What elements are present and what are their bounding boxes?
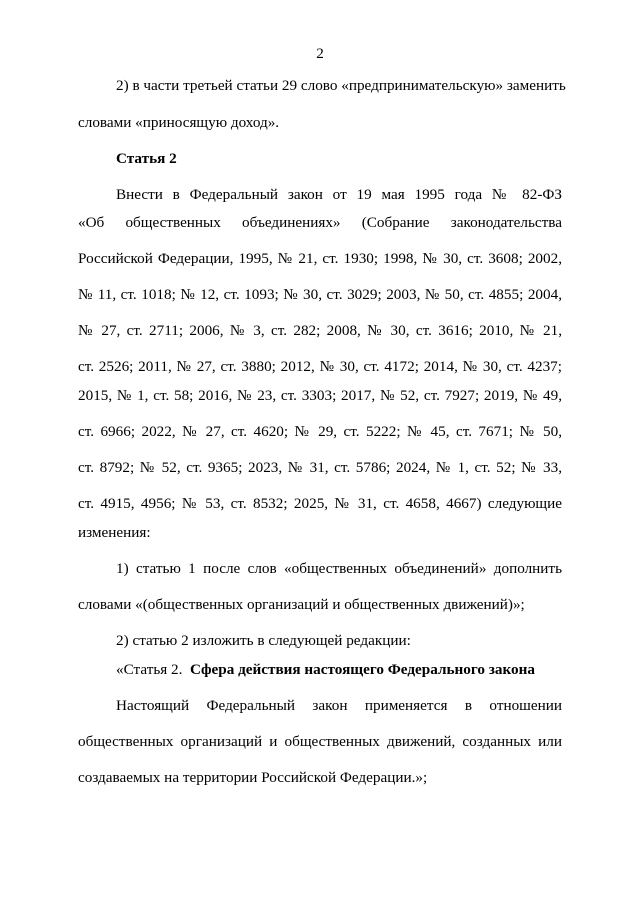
text-line: словами «приносящую доход». [78,114,280,131]
text-line: Российской Федерации, 1995, № 21, ст. 1930; 1998, № 30, ст. 3608; 2002, [78,250,562,267]
text-line: № 11, ст. 1018; № 12, ст. 1093; № 30, ст. 3029; 2003, № 50, ст. 4855; 2004, [78,286,562,303]
text-line: № 27, ст. 2711; 2006, № 3, ст. 282; 2008, № 30, ст. 3616; 2010, № 21, [78,322,562,339]
text-line: Настоящий Федеральный закон применяется в отношении [116,697,562,714]
article-2-title: Сфера действия настоящего Федерального закона [190,661,535,678]
text-line: создаваемых на территории Российской Федерации.»; [78,769,428,786]
article-2-label: «Статья 2. [116,661,183,678]
article-2-heading [116,660,562,680]
text-line: 1) статью 1 после слов «общественных объединений» дополнить [116,560,562,577]
text-line: 2015, № 1, ст. 58; 2016, № 23, ст. 3303; 2017, № 52, ст. 7927; 2019, № 49, [78,387,562,404]
text-line: 2) статью 2 изложить в следующей редакции: [116,632,411,649]
text-line: ст. 6966; 2022, № 27, ст. 4620; № 29, ст. 5222; № 45, ст. 7671; № 50, [78,423,562,440]
text-line: ст. 8792; № 52, ст. 9365; 2023, № 31, ст. 5786; 2024, № 1, ст. 52; № 33, [78,459,562,476]
text-line: «Об общественных объединениях» (Собрание законодательства [78,214,562,231]
article-heading: Статья 2 [116,150,177,167]
text-line: изменения: [78,524,151,541]
text-line: Внести в Федеральный закон от 19 мая 1995 года № 82-ФЗ [116,186,562,203]
text-line: ст. 4915, 4956; № 53, ст. 8532; 2025, № 31, ст. 4658, 4667) следующие [78,495,562,512]
page-number: 2 [316,45,324,62]
text-line: словами «(общественных организаций и общественных движений)»; [78,596,525,613]
text-line: ст. 2526; 2011, № 27, ст. 3880; 2012, № 30, ст. 4172; 2014, № 30, ст. 4237; [78,358,562,375]
text-line: 2) в части третьей статьи 29 слово «предпринимательскую» заменить [116,77,566,94]
text-line: общественных организаций и общественных движений, созданных или [78,733,562,750]
